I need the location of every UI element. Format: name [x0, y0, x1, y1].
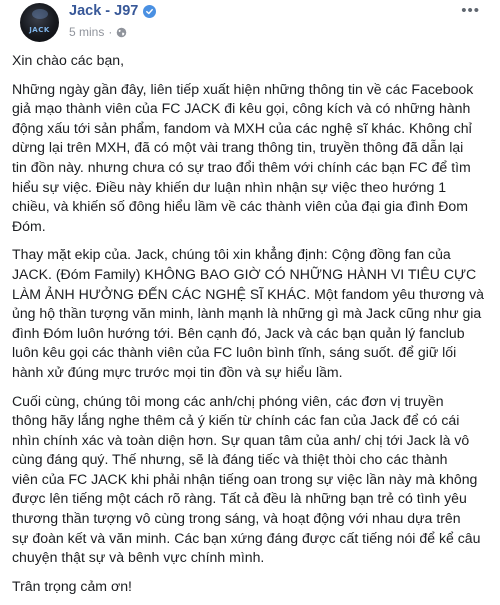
post-text-line: cùng đáng quý. Thế nhưng, sẽ là đáng tiếc và thiệt thòi cho các thành [12, 451, 448, 468]
post-text-line: luôn kêu gọi các thành viên của FC luôn bình tĩnh, sáng suốt. để giữ lối [12, 344, 457, 361]
post-text-line: nhìn chính xác và toàn diện hơn. Sự quan tâm của anh/ chị tới Jack là vô [12, 431, 470, 448]
post-text-line: chuyện thật sự và bênh vực chính mình. [12, 549, 265, 566]
post-text-line: dừng lại trên MXH, đã có một vài trang thông tin, truyền thông đã dẫn lại [12, 139, 464, 156]
meta-separator: · [108, 25, 113, 39]
post-timestamp[interactable]: 5 mins [69, 25, 105, 39]
post-text-line: hiểu sự việc. Điều này khiến dư luận nhìn nhận sự việc theo hướng 1 [12, 178, 447, 195]
post-text-line: Những ngày gần đây, liên tiếp xuất hiện những thông tin về các Facebook [12, 80, 474, 97]
verified-badge-icon [143, 5, 156, 18]
post-header [12, 0, 488, 48]
post-text-line: đình Đóm luôn hướng tới. Bên cạnh đó, Jack và các bạn quản lý fanclub [12, 324, 465, 341]
author-name: Jack - J97 [69, 3, 139, 19]
post-text-line: chiều, và khiến số đông hiểu lầm về các thành viên của đại gia đình Đom [12, 198, 468, 215]
post-text-line: thương thần tượng vô cùng trong sáng, và hoạt động với nhau dựa trên [12, 510, 461, 527]
post-text-line: viên của FC JACK khi phải nhận tiếng oan trong sự việc lần này mà không [12, 470, 478, 487]
post-text-line: thông hãy lắng nghe thêm cả ý kiến từ chính các fan của Jack để có cái [12, 412, 460, 429]
post-text-line: sự đoàn kết và văn minh. Các bạn xứng đáng được cất tiếng nói để kể câu [12, 529, 481, 546]
post-text-line: LÀM ẢNH HƯỞNG ĐẾN CÁC NGHỆ SĨ KHÁC. Một fandom yêu thương và [12, 285, 485, 302]
post-text-line: được lên tiếng một cách rõ ràng. Tất cả đều là những bạn trẻ có tình yêu [12, 490, 467, 507]
post-paragraph [12, 245, 492, 382]
post-paragraph [12, 51, 492, 71]
more-options-icon[interactable]: ••• [461, 2, 480, 19]
post-body [12, 51, 492, 605]
post-text-line: Trân trọng cảm ơn! [12, 577, 132, 594]
post-text-line: Cuối cùng, chúng tôi mong các anh/chị phóng viên, các đơn vị truyền [12, 392, 444, 409]
avatar[interactable] [20, 3, 59, 42]
globe-icon[interactable] [116, 27, 127, 38]
post-text-line: tin đồn này. nhưng chưa có sự trao đổi thêm với chính các bạn FC để tìm [12, 158, 471, 175]
post-meta [69, 25, 127, 39]
avatar-logo: JACK [29, 25, 50, 34]
post-text-line: Thay mặt ekip của. Jack, chúng tôi xin khẳng định: Cộng đồng fan của [12, 246, 451, 263]
post-paragraph [12, 80, 492, 237]
post-text-line: JACK. (Đóm Family) KHÔNG BAO GIỜ CÓ NHỮNG HÀNH VI TIÊU CỰC [12, 265, 477, 282]
post-text-line: Xin chào các bạn, [12, 52, 125, 68]
post-text-line: động xấu tới sản phẩm, fandom và MXH của các nghệ sĩ khác. Không chỉ [12, 119, 472, 136]
author-name-link[interactable] [69, 3, 156, 19]
post-text-line: Đóm. [12, 217, 46, 234]
post-paragraph [12, 577, 492, 597]
post-text-line: hành xử đúng mực trước mọi tin đồn và sự hiểu lầm. [12, 363, 343, 380]
post-paragraph [12, 392, 492, 568]
post-text-line: giả mạo thành viên của FC JACK đi kêu gọi, công kích và có những hành [12, 100, 471, 117]
avatar-portrait [32, 9, 48, 19]
post-text-line: ủng hộ thần tượng văn minh, lành mạnh là những gì mà Jack cũng như gia [12, 305, 482, 322]
